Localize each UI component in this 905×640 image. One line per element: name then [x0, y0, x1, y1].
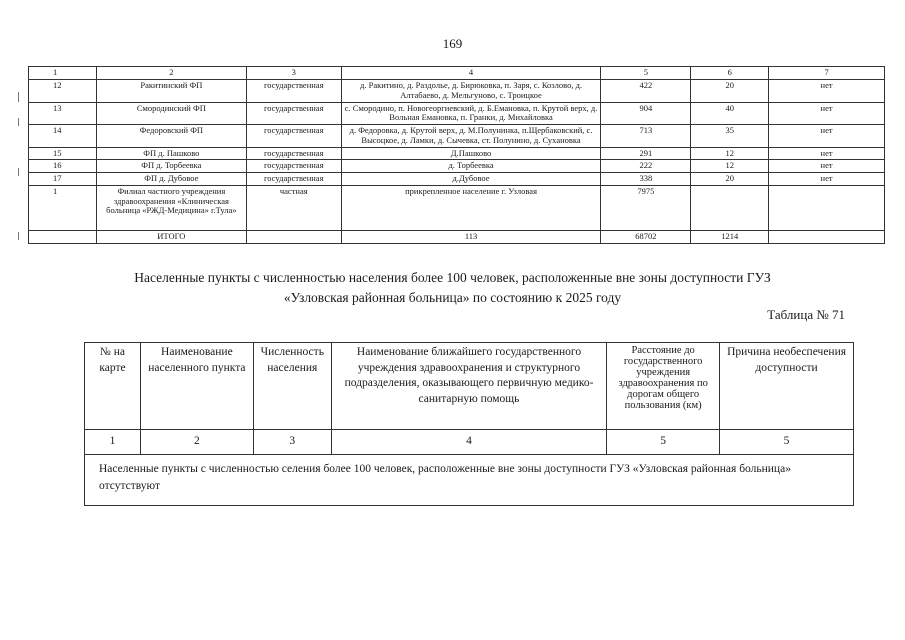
population: 904 — [601, 102, 691, 125]
row-number: 17 — [29, 173, 97, 186]
reason: нет — [769, 160, 885, 173]
scan-margin-mark — [18, 232, 19, 240]
table-row — [29, 80, 885, 103]
unit-name: Ракитинский ФП — [96, 80, 246, 103]
table-row — [29, 173, 885, 186]
total-empty-cell — [769, 230, 885, 243]
distance: 20 — [691, 80, 769, 103]
served-settlements: д.Дубовое — [341, 173, 601, 186]
ownership-type: государственная — [246, 147, 341, 160]
unit-name: Смородинский ФП — [96, 102, 246, 125]
total-count: 113 — [341, 230, 601, 243]
total-population: 68702 — [601, 230, 691, 243]
column-number: 3 — [253, 430, 331, 455]
column-number: 5 — [720, 430, 854, 455]
served-settlements: д. Ракитино, д. Раздолье, д. Бирюковка, п. Заря, с. Козлово, д. Алтабаево, д. Мельгуново, с. Троицкое — [341, 80, 601, 103]
scan-margin-mark — [18, 118, 19, 126]
column-number: 7 — [769, 67, 885, 80]
distance — [691, 185, 769, 230]
column-header: Наименование ближайшего государственного учреждения здравоохранения и структурного подразделения, оказывающего первичную медико-санитарную помощь — [331, 343, 606, 430]
column-number: 1 — [29, 67, 97, 80]
column-header: Наименование населенного пункта — [140, 343, 253, 430]
column-header: Расстояние до государственного учреждения здравоохранения по дорогам общего пользования (км) — [607, 343, 720, 430]
served-settlements: д. Торбеевка — [341, 160, 601, 173]
table-note: Населенные пункты с численностью селения более 100 человек, расположенные вне зоны доступности ГУЗ «Узловская районная больница» отсутствуют — [85, 455, 854, 506]
section-heading-line: Населенные пункты с численностью населения более 100 человек, расположенные вне зоны доступности ГУЗ — [134, 270, 771, 285]
ownership-type: государственная — [246, 80, 341, 103]
column-number: 6 — [691, 67, 769, 80]
row-number: 14 — [29, 125, 97, 148]
healthcare-units-table — [28, 66, 885, 244]
column-header: № на карте — [85, 343, 141, 430]
reason — [769, 185, 885, 230]
table-row — [29, 125, 885, 148]
column-number: 2 — [140, 430, 253, 455]
served-settlements: д. Федоровка, д. Крутой верх, д. М.Полунинка, п.Щербаковский, с. Высоцкое, д. Ламки, д. Сычевка, ст. Полунино, д. Сухановка — [341, 125, 601, 148]
table-note-row — [85, 455, 854, 506]
unit-name: Филиал частного учреждения здравоохранения «Клиническая больница «РЖД-Медицина» г.Тула» — [96, 185, 246, 230]
table-row — [29, 147, 885, 160]
population: 422 — [601, 80, 691, 103]
reason: нет — [769, 102, 885, 125]
row-number: 15 — [29, 147, 97, 160]
distance: 35 — [691, 125, 769, 148]
reason: нет — [769, 147, 885, 160]
settlements-outside-access-table — [84, 342, 854, 506]
row-number: 13 — [29, 102, 97, 125]
column-header: Причина необеспечения доступности — [720, 343, 854, 430]
column-header: Численность населения — [253, 343, 331, 430]
total-empty-cell — [29, 230, 97, 243]
total-distance: 1214 — [691, 230, 769, 243]
section-heading — [60, 268, 845, 307]
column-number: 4 — [341, 67, 601, 80]
distance: 40 — [691, 102, 769, 125]
table-row — [29, 160, 885, 173]
ownership-type: частная — [246, 185, 341, 230]
column-number: 5 — [601, 67, 691, 80]
unit-name: ФП д. Пашково — [96, 147, 246, 160]
page-number: 169 — [442, 36, 463, 51]
table-row — [29, 185, 885, 230]
column-number: 3 — [246, 67, 341, 80]
distance: 12 — [691, 147, 769, 160]
reason: нет — [769, 173, 885, 186]
table-row — [29, 102, 885, 125]
column-number: 2 — [96, 67, 246, 80]
row-number: 12 — [29, 80, 97, 103]
total-empty-cell — [246, 230, 341, 243]
column-number: 5 — [607, 430, 720, 455]
population: 7975 — [601, 185, 691, 230]
scan-margin-mark — [18, 92, 19, 102]
section-heading-line: «Узловская районная больница» по состоянию к 2025 году — [283, 289, 622, 305]
distance: 12 — [691, 160, 769, 173]
row-number: 16 — [29, 160, 97, 173]
table-header-row — [85, 343, 854, 430]
ownership-type: государственная — [246, 173, 341, 186]
unit-name: ФП д. Торбеевка — [96, 160, 246, 173]
table-number: Таблица № 71 — [767, 307, 845, 322]
served-settlements: прикрепленное население г. Узловая — [341, 185, 601, 230]
total-label: ИТОГО — [96, 230, 246, 243]
table-column-numbers — [29, 67, 885, 80]
population: 291 — [601, 147, 691, 160]
column-number: 4 — [331, 430, 606, 455]
unit-name: Федоровский ФП — [96, 125, 246, 148]
scan-margin-mark — [18, 168, 19, 176]
population: 713 — [601, 125, 691, 148]
distance: 20 — [691, 173, 769, 186]
unit-name: ФП д. Дубовое — [96, 173, 246, 186]
ownership-type: государственная — [246, 160, 341, 173]
population: 338 — [601, 173, 691, 186]
ownership-type: государственная — [246, 102, 341, 125]
population: 222 — [601, 160, 691, 173]
row-number: 1 — [29, 185, 97, 230]
reason: нет — [769, 80, 885, 103]
served-settlements: с. Смородино, п. Новогеоргиевский, д. Б.Емановка, п. Крутой верх, д. Вольная Емановка, п. Гранки, д. Михайловка — [341, 102, 601, 125]
served-settlements: Д.Пашково — [341, 147, 601, 160]
table-column-numbers — [85, 430, 854, 455]
ownership-type: государственная — [246, 125, 341, 148]
reason: нет — [769, 125, 885, 148]
table-total-row — [29, 230, 885, 243]
column-number: 1 — [85, 430, 141, 455]
